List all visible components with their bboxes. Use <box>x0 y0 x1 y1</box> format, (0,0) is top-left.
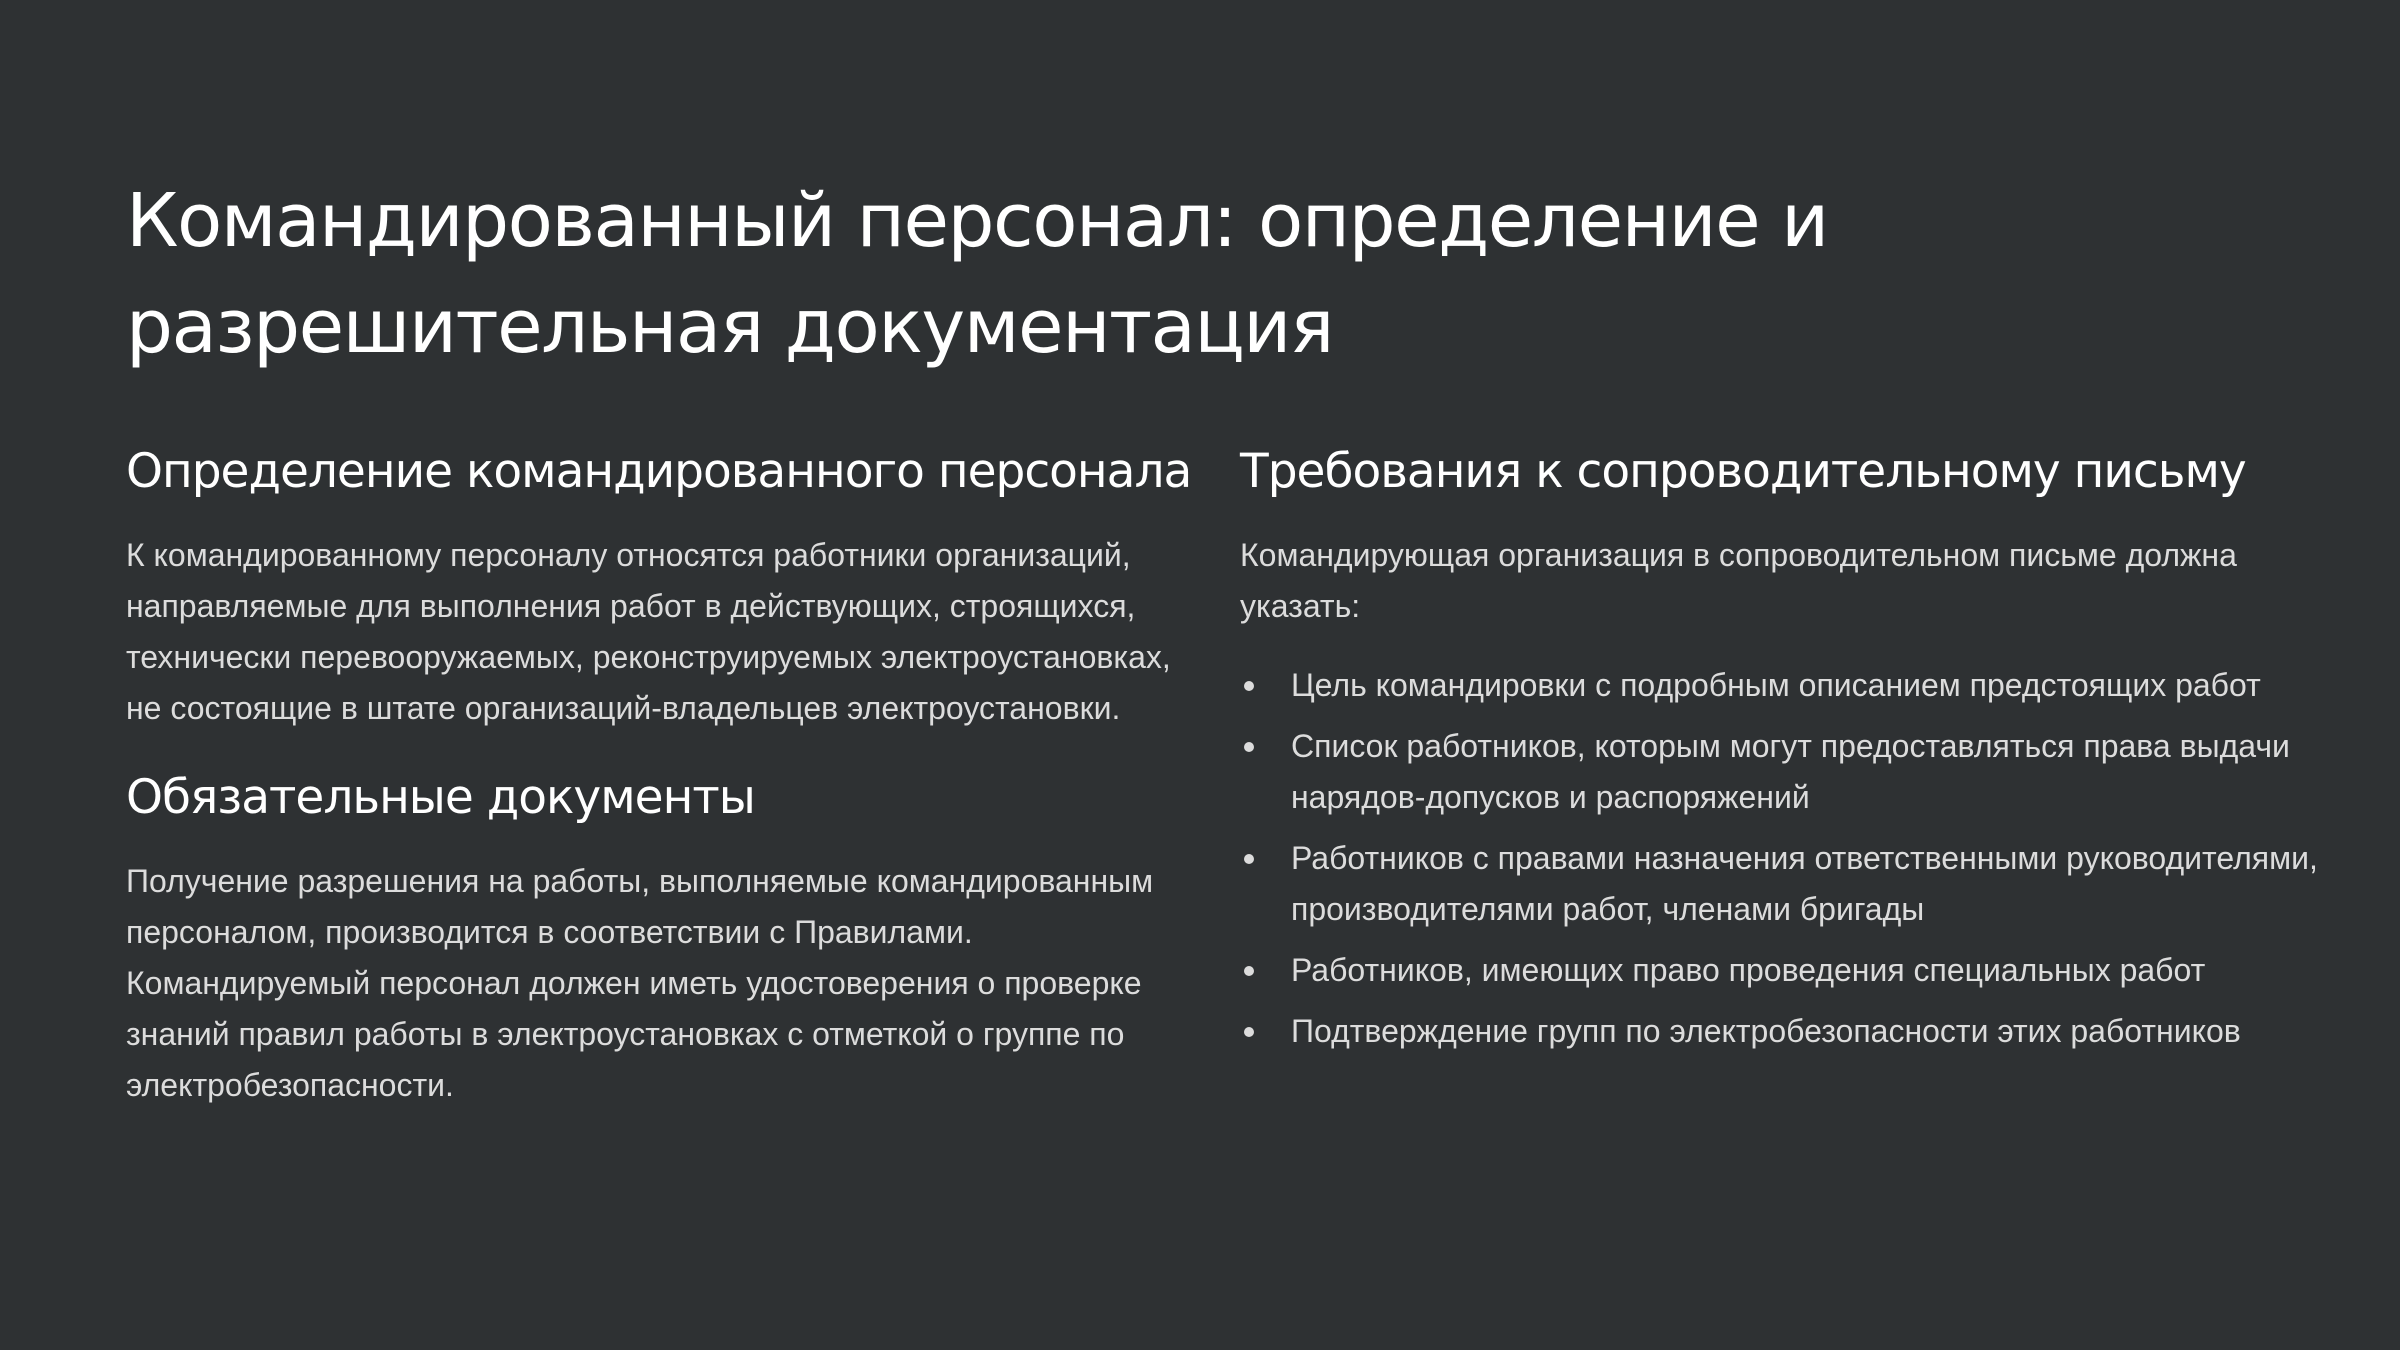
slide-title: Командированный персонал: определение и разрешительная документация <box>126 178 1828 370</box>
right-column <box>1240 436 2320 1067</box>
list-item-text: Цель командировки с подробным описанием предстоящих работ <box>1291 667 2261 703</box>
bullet-dot-icon <box>1244 681 1254 691</box>
list-item <box>1240 1006 2320 1057</box>
list-item <box>1240 721 2320 823</box>
list-item <box>1240 833 2320 935</box>
list-item-text: Работников, имеющих право проведения специальных работ <box>1291 952 2206 988</box>
documents-heading: Обязательные документы <box>126 770 755 825</box>
letter-intro-text: Командирующая организация в сопроводительном письме должна указать: <box>1240 537 2237 624</box>
letter-requirements-heading: Требования к сопроводительному письму <box>1240 444 2246 499</box>
requirements-list <box>1240 660 2320 1057</box>
definition-heading: Определение командированного персонала <box>126 444 1192 499</box>
list-item-text: Список работников, которым могут предоставляться права выдачи нарядов-допусков и распоряжений <box>1291 728 2290 815</box>
left-column <box>126 436 1192 1111</box>
bullet-dot-icon <box>1244 1027 1254 1037</box>
bullet-dot-icon <box>1244 966 1254 976</box>
definition-text: К командированному персоналу относятся работники организаций, направляемые для выполнения работ в действующих, строящихся, технически перевооружаемых, реконструируемых электроустановках, не состоящие в штате организаций-владельцев электроустановки. <box>126 537 1171 726</box>
bullet-dot-icon <box>1244 742 1254 752</box>
list-item <box>1240 660 2320 711</box>
documents-text: Получение разрешения на работы, выполняемые командированным персоналом, производится в соответствии с Правилами. Командируемый персонал должен иметь удостоверения о проверке знаний правил работы в электроустановках с отметкой о группе по электробезопасности. <box>126 863 1154 1103</box>
list-item-text: Работников с правами назначения ответственными руководителями, производителями работ, членами бригады <box>1291 840 2318 927</box>
bullet-dot-icon <box>1244 854 1254 864</box>
list-item <box>1240 945 2320 996</box>
list-item-text: Подтверждение групп по электробезопасности этих работников <box>1291 1013 2241 1049</box>
